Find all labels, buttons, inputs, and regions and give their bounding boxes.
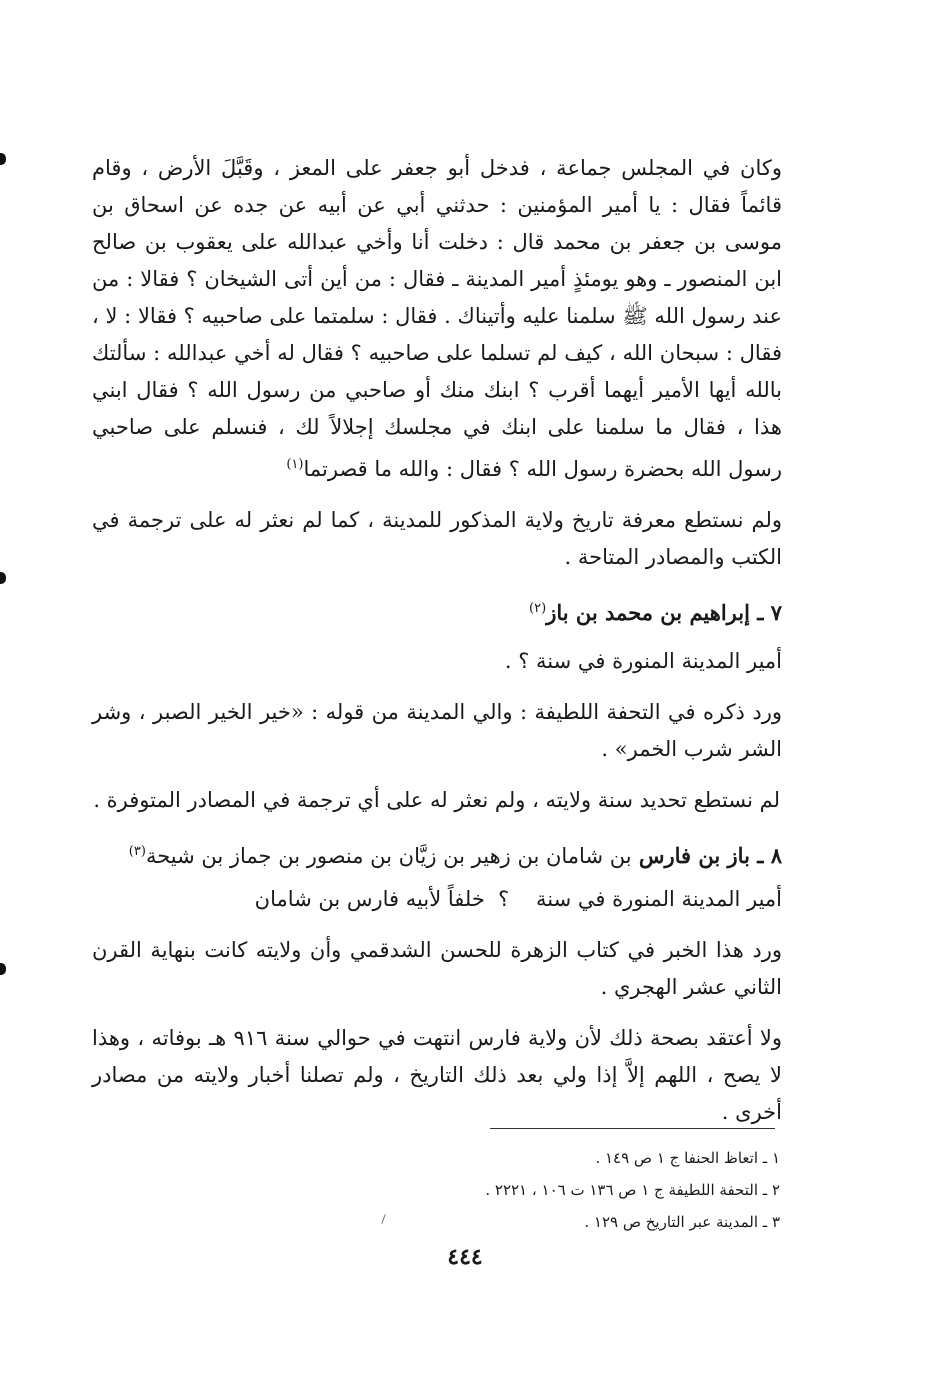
footnote-ref-2: (٢) <box>529 601 547 616</box>
section-number: ٨ ـ <box>757 843 782 868</box>
page-body <box>92 150 782 1145</box>
footnote-3: ٣ ـ المدينة عبر التاريخ ص ١٢٩ . <box>584 1213 780 1231</box>
page-number: ٤٤٤ <box>447 1244 483 1270</box>
paragraph-note: ولم نستطع معرفة تاريخ ولاية المذكور للمدينة ، كما لم نعثر له على ترجمة في الكتب والمصادر المتاحة . <box>92 508 782 569</box>
section-heading-7 <box>92 590 782 631</box>
section-8-note: ولا أعتقد بصحة ذلك لأن ولاية فارس انتهت في حوالي سنة ٩١٦ هـ بوفاته ، وهذا لا يصح ، اللهم إلاَّ إذا ولي بعد ذلك التاريخ ، ولم تصلنا أخبار ولايته من مصادر أخرى . <box>92 1026 782 1124</box>
edge-mark-middle <box>0 572 6 584</box>
section-8-paragraph: ورد هذا الخبر في كتاب الزهرة للحسن الشدقمي وأن ولايته كانت بنهاية القرن الثاني عشر الهجري . <box>92 938 782 999</box>
section-7-tenure: أمير المدينة المنورة في سنة ؟ . <box>504 649 782 673</box>
edge-mark-top <box>0 153 6 165</box>
paragraph-text: وكان في المجلس جماعة ، فدخل أبو جعفر على المعز ، وقَبَّلَ الأرض ، وقام قائماً فقال : يا أمير المؤمنين : حدثني أبي عن أبيه عن جده عن اسحاق بن موسى بن جعفر بن محمد قال : دخلت أنا وأخي عبدالله على يعقوب بن صالح ابن المنصور ـ وهو يومئذٍ أمير المدينة ـ فقال : من أين أتى الشيخان ؟ فقالا : من عند رسول الله ﷺ سلمنا عليه وأتيناك . فقال : سلمتما على صاحبيه ؟ فقالا : لا ، فقال : سبحان الله ، كيف لم تسلما على صاحبيه ؟ فقال له أخي عبدالله : سألتك بالله أيها الأمير أيهما أقرب ؟ ابنك منك أو صاحبي من رسول الله ؟ فقال ابني هذا ، فقال ما سلمنا على ابنك في مجلسك إجلالاً لك ، فنسلم على صاحبي رسول الله بحضرة رسول الله ؟ فقال : والله ما قصرتما <box>92 156 782 481</box>
section-title: باز بن فارس <box>638 843 750 868</box>
footnote-divider <box>490 1128 775 1129</box>
section-8-tenure: أمير المدينة المنورة في سنة ؟ خلفاً لأبيه فارس بن شامان <box>254 887 782 911</box>
footnote-ref-1: (١) <box>286 457 304 472</box>
section-number: ٧ ـ <box>757 600 782 625</box>
section-7-paragraph: ورد ذكره في التحفة اللطيفة : والي المدينة من قوله : «خير الخير الصبر ، وشر الشر شرب الخمر» . <box>92 700 782 761</box>
footnote-1: ١ ـ اتعاظ الحنفا ج ١ ص ١٤٩ . <box>595 1149 780 1167</box>
edge-mark-lower <box>0 963 6 975</box>
footnote-2: ٢ ـ التحفة اللطيفة ج ١ ص ١٣٦ ت ١٠٦ ، ٢٢٢١ . <box>485 1181 780 1199</box>
section-lineage: بن شامان بن زهير بن زيَّان بن منصور بن جماز بن شيحة <box>145 844 632 868</box>
paragraph-narration <box>92 150 782 488</box>
footnotes <box>300 1142 780 1238</box>
section-title: إبراهيم بن محمد بن باز <box>546 600 750 625</box>
footnote-ref-3: (٣) <box>128 844 146 859</box>
section-heading-8 <box>92 833 782 875</box>
section-7-note: لم نستطع تحديد سنة ولايته ، ولم نعثر له على أي ترجمة في المصادر المتوفرة . <box>93 788 780 812</box>
